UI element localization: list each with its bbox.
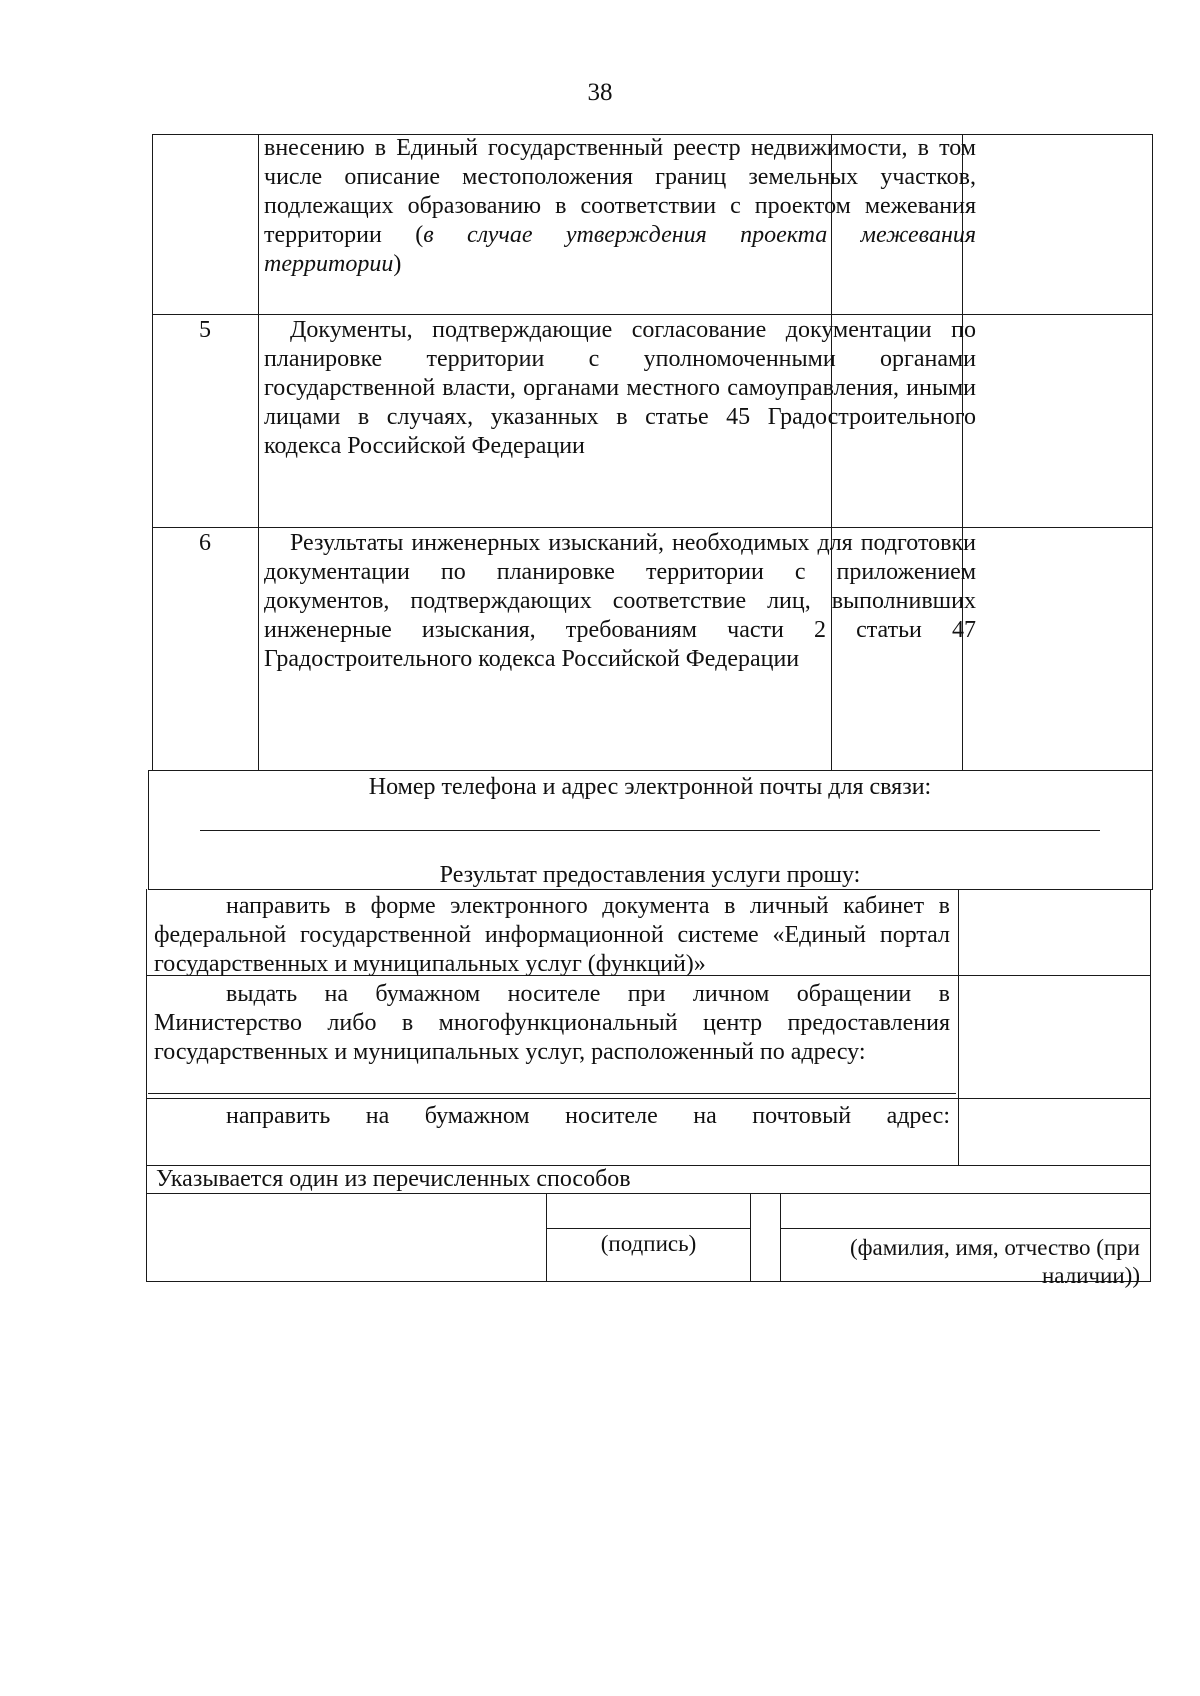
table-row [152,314,1152,527]
row-description-italic: в случае утверждения проекта межевания территории [264,222,976,277]
page-number: 38 [587,79,613,106]
table-row [152,134,1152,314]
row-description-end: ) [393,251,402,277]
option-paper-mail-checkbox[interactable] [960,1100,1149,1164]
option-paper-mail: направить на бумажном носителе на почтовый адрес: [226,1103,950,1129]
option-electronic: направить в форме электронного документа в личный кабинет в федеральной государственной информационной системе «Единый портал государственных и муниципальных услуг (функций)» [154,893,950,977]
name-label: (фамилия, имя, отчество (при наличии)) [849,1235,1140,1288]
contact-input-line[interactable] [200,830,1100,831]
note-text: Указывается один из перечисленных способов [156,1166,631,1192]
option-paper-inperson-checkbox[interactable] [960,977,1149,1097]
address-input-line[interactable] [148,1093,956,1094]
row-number: 6 [199,530,211,556]
table-row [152,527,1152,770]
contact-label: Номер телефона и адрес электронной почты для связи: [368,774,932,800]
row-description: Результаты инженерных изысканий, необходимых для подготовки документации по планировке территории с приложением документов, подтверждающих соответствие лиц, выполнивших инженерные изыскания, требованиям части 2 статьи 47 Градостроительного кодекса Российской Федерации [264,530,976,672]
row-number: 5 [199,317,211,343]
row-description [264,134,976,279]
row-description-text: внесению в Единый государственный реестр недвижимости, в том числе описание местоположения границ земельных участков, подлежащих образованию в соответствии с проектом межевания территории ( [264,135,976,248]
signature-label: (подпись) [600,1231,697,1256]
name-field[interactable] [782,1195,1149,1227]
result-label: Результат предоставления услуги прошу: [439,862,861,888]
signature-field[interactable] [548,1195,749,1227]
option-paper-inperson: выдать на бумажном носителе при личном обращении в Министерство либо в многофункциональный центр предоставления государственных и муниципальных услуг, расположенный по адресу: [154,981,950,1065]
option-electronic-checkbox[interactable] [960,891,1149,974]
row-description: Документы, подтверждающие согласование документации по планировке территории с уполномоченными органами государственной власти, органами местного самоуправления, иными лицами в случаях, указанных в статье 45 Градостроительного кодекса Российской Федерации [264,317,976,459]
